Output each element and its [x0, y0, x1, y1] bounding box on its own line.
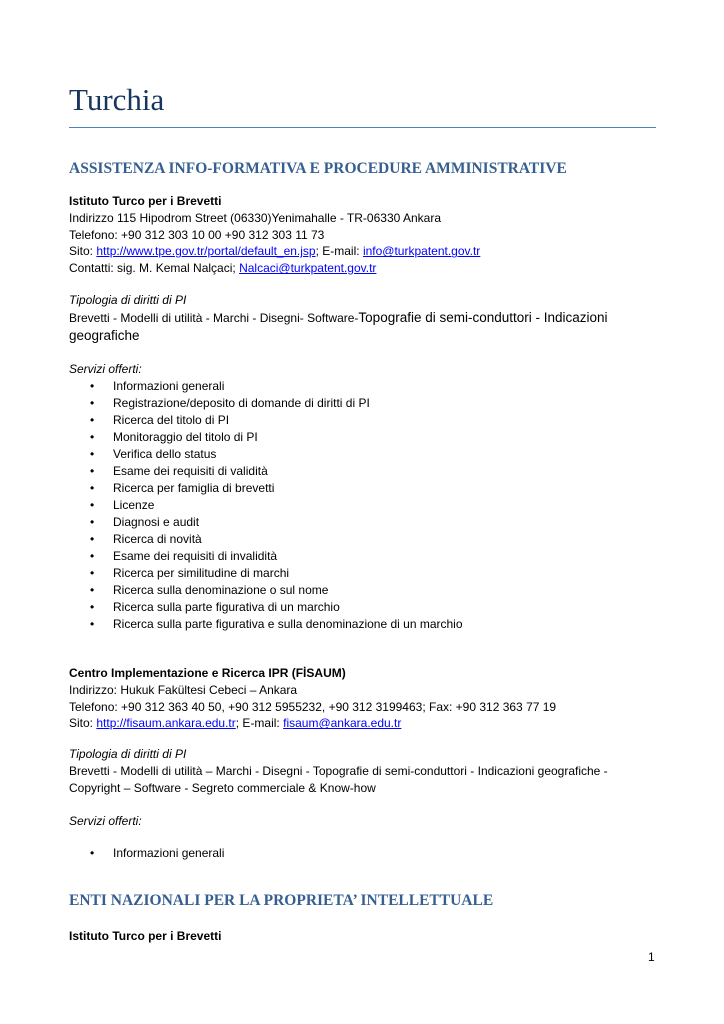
- org1-rights-text: [69, 309, 656, 346]
- org1-address: Indirizzo 115 Hipodrom Street (06330)Yenimahalle - TR-06330 Ankara: [69, 210, 441, 225]
- list-item: • Monitoraggio del titolo di PI: [90, 429, 258, 444]
- org2-services-list: [69, 845, 656, 862]
- bullet-icon: •: [90, 412, 95, 427]
- list-item: • Ricerca del titolo di PI: [90, 412, 230, 427]
- list-item: • Ricerca di novità: [90, 531, 202, 546]
- page-title: Turchia: [69, 82, 165, 117]
- list-item: • Esame dei requisiti di invalidità: [90, 548, 278, 563]
- org2-contact-block: [69, 665, 656, 732]
- org1-name: Istituto Turco per i Brevetti: [69, 194, 222, 208]
- org1-rights-block: [69, 292, 656, 346]
- bullet-icon: •: [90, 446, 95, 461]
- bullet-icon: •: [90, 582, 95, 597]
- org1-contacts-line: [69, 260, 656, 277]
- bullet-icon: •: [90, 514, 95, 529]
- section2-org-name: Istituto Turco per i Brevetti: [69, 929, 222, 943]
- list-item: • Diagnosi e audit: [90, 514, 200, 529]
- org1-email-label: ; E-mail:: [315, 244, 363, 259]
- org1-phone: Telefono: +90 312 303 10 00 +90 312 303 11 73: [69, 227, 325, 242]
- bullet-icon: •: [90, 395, 95, 410]
- list-item: • Ricerca sulla parte figurativa e sulla denominazione di un marchio: [90, 616, 463, 631]
- org2-site-label: Sito:: [69, 716, 97, 731]
- org1-services-block: [69, 361, 656, 633]
- list-item: • Esame dei requisiti di validità: [90, 463, 268, 478]
- org1-contacts-label: Contatti: sig. M. Kemal Nalçaci;: [69, 261, 240, 276]
- bullet-icon: •: [90, 429, 95, 444]
- org2-services-block: [69, 813, 656, 862]
- org1-contact-block: [69, 193, 656, 277]
- bullet-icon: •: [90, 497, 95, 512]
- org2-address: Indirizzo: Hukuk Fakültesi Cebeci – Ankara: [69, 682, 298, 697]
- org1-rights-small: Brevetti - Modelli di utilità - Marchi - Disegni- Software-: [69, 310, 359, 325]
- org2-rights-block: [69, 746, 656, 796]
- list-item: • Informazioni generali: [90, 378, 225, 393]
- org2-email-link[interactable]: fisaum@ankara.edu.tr: [283, 716, 402, 731]
- bullet-icon: •: [90, 548, 95, 563]
- org2-services-label: Servizi offerti:: [69, 814, 142, 828]
- org1-services-list: [69, 378, 656, 633]
- org1-services-label: Servizi offerti:: [69, 362, 142, 376]
- list-item: • Ricerca per famiglia di brevetti: [90, 480, 275, 495]
- list-item: • Verifica dello status: [90, 446, 217, 461]
- bullet-icon: •: [90, 480, 95, 495]
- bullet-icon: •: [90, 616, 95, 631]
- list-item: • Ricerca sulla parte figurativa di un marchio: [90, 599, 340, 614]
- list-item: • Ricerca per similitudine di marchi: [90, 565, 290, 580]
- org2-phone: Telefono: +90 312 363 40 50, +90 312 5955232, +90 312 3199463; Fax: +90 312 363 77 19: [69, 699, 557, 714]
- org1-rights-big: Topografie di semi-conduttori - Indicazioni geografiche: [69, 309, 608, 344]
- title-underline: [69, 127, 656, 128]
- org1-rights-label: Tipologia di diritti di PI: [69, 293, 187, 307]
- org2-site-link[interactable]: http://fisaum.ankara.edu.tr: [96, 716, 236, 731]
- list-item: • Ricerca sulla denominazione o sul nome: [90, 582, 329, 597]
- org1-site-link[interactable]: http://www.tpe.gov.tr/portal/default_en.jsp: [96, 244, 316, 259]
- bullet-icon: •: [90, 378, 95, 393]
- org2-rights-label: Tipologia di diritti di PI: [69, 747, 187, 761]
- bullet-icon: •: [90, 565, 95, 580]
- org1-site-line: [69, 243, 656, 260]
- list-item: • Informazioni generali: [90, 845, 225, 860]
- section-heading-enti: ENTI NAZIONALI PER LA PROPRIETA’ INTELLETTUALE: [69, 892, 494, 909]
- org2-rights-line1: Brevetti - Modelli di utilità – Marchi - Disegni - Topografie di semi-conduttori - Indicazioni geografiche -: [69, 763, 608, 778]
- bullet-icon: •: [90, 463, 95, 478]
- org2-site-line: [69, 715, 656, 732]
- section-heading-assistenza: ASSISTENZA INFO-FORMATIVA E PROCEDURE AMMINISTRATIVE: [69, 160, 567, 177]
- org1-email-link[interactable]: info@turkpatent.gov.tr: [362, 244, 481, 259]
- list-item: • Licenze: [90, 497, 155, 512]
- org1-site-label: Sito:: [69, 244, 97, 259]
- org2-rights-line2: Copyright – Software - Segreto commerciale & Know-how: [69, 780, 376, 795]
- list-item: • Registrazione/deposito di domande di diritti di PI: [90, 395, 370, 410]
- bullet-icon: •: [90, 845, 95, 860]
- org1-contacts-email-link[interactable]: Nalcaci@turkpatent.gov.tr: [239, 261, 377, 276]
- org2-email-label: ; E-mail:: [235, 716, 284, 731]
- page-number: 1: [648, 950, 655, 964]
- org2-name: Centro Implementazione e Ricerca IPR (FİSAUM): [69, 666, 346, 680]
- bullet-icon: •: [90, 531, 95, 546]
- bullet-icon: •: [90, 599, 95, 614]
